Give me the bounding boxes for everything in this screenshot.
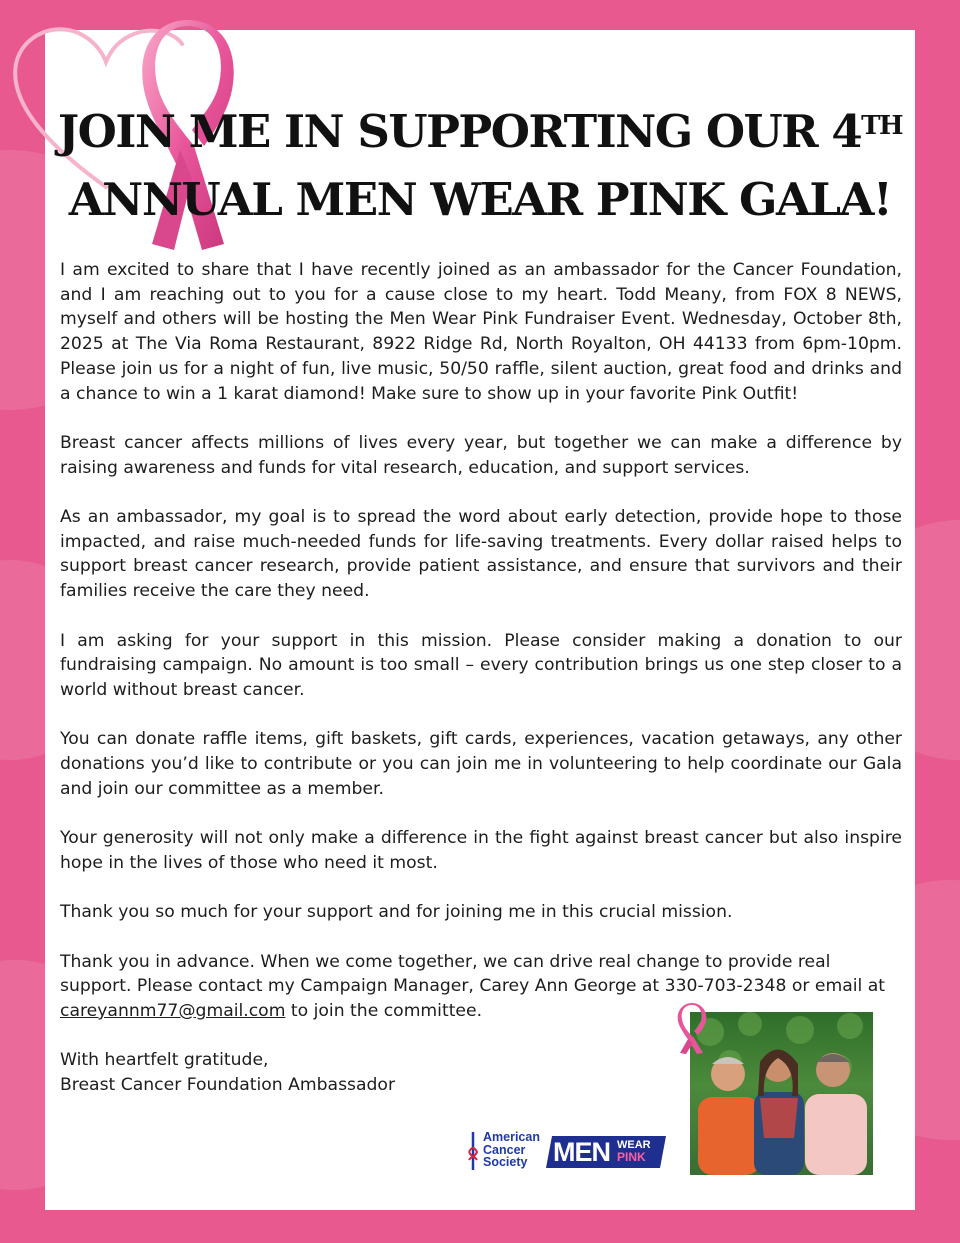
acs-line-2: Cancer	[483, 1142, 526, 1157]
paragraph-ask: I am asking for your support in this mission. Please consider making a donation to our fundraising campaign. No amount is too small – every contribution brings us one step closer to a world without breast cancer.	[60, 630, 902, 700]
paragraph-awareness: Breast cancer affects millions of lives every year, but together we can make a difference by raising awareness and funds for vital research, education, and support services.	[60, 432, 902, 478]
signature-title: Breast Cancer Foundation Ambassador	[60, 1074, 396, 1095]
paragraph-donate: You can donate raffle items, gift baskets, gift cards, experiences, vacation getaways, any other donations you’d like to contribute or you can join me in volunteering to help coordinate our Gala and join our committee as a member.	[60, 729, 902, 799]
acs-line-3: Society	[483, 1155, 528, 1169]
mwp-men-text: MEN	[553, 1137, 610, 1167]
contact-text: Thank you in advance. When we come together, we can drive real change to provide real support. Please contact my Campaign Manager, Carey Ann George at 330-703-2348 or email at	[60, 951, 886, 997]
paragraph-goal: As an ambassador, my goal is to spread the word about early detection, provide hope to those impacted, and raise much-needed funds for life-saving treatments. Every dollar raised helps to support breast cancer research, provide patient assistance, and ensure that survivors and their families receive the care they need.	[60, 507, 902, 602]
acs-line-1: American	[483, 1130, 540, 1144]
signature-closing: With heartfelt gratitude,	[60, 1050, 269, 1070]
mwp-pink-text: PINK	[617, 1150, 646, 1164]
mwp-wear-text: WEAR	[617, 1139, 651, 1151]
paragraph-thanks: Thank you so much for your support and for joining me in this crucial mission.	[60, 902, 733, 923]
email-link[interactable]: careyannm77@gmail.com	[60, 1000, 286, 1021]
small-pink-ribbon-icon	[673, 1003, 711, 1055]
paragraph-event: I am excited to share that I have recently joined as an ambassador for the Cancer Foundation, and I am reaching out to you for a cause close to my heart. Todd Meany, from FOX 8 NEWS, myself and others will be hosting the Men Wear Pink Fundraiser Event. Wednesday, October 8th, 2025 at The Via Roma Restaurant, 8922 Ridge Rd, North Royalton, OH 44133 from 6pm-10pm. Please join us for a night of fun, live music, 50/50 raffle, silent auction, great food and drinks and a chance to win a 1 karat diamond! Make sure to show up in your favorite Pink Outfit!	[60, 260, 902, 404]
title-line-1: JOIN ME IN SUPPORTING OUR 4	[57, 105, 862, 158]
group-photo	[690, 1012, 873, 1175]
acs-wordmark	[483, 1131, 540, 1169]
paragraph-generosity: Your generosity will not only make a difference in the fight against breast cancer but also inspire hope in the lives of those who need it most.	[60, 828, 902, 873]
contact-text-end: to join the committee.	[285, 1000, 483, 1021]
letter-body	[60, 258, 902, 1024]
page-title	[45, 98, 915, 234]
signature-block	[60, 1048, 560, 1097]
title-line-2: ANNUAL MEN WEAR PINK GALA!	[68, 173, 892, 226]
title-superscript: TH	[861, 111, 903, 141]
group-photo-illustration	[690, 1012, 873, 1175]
